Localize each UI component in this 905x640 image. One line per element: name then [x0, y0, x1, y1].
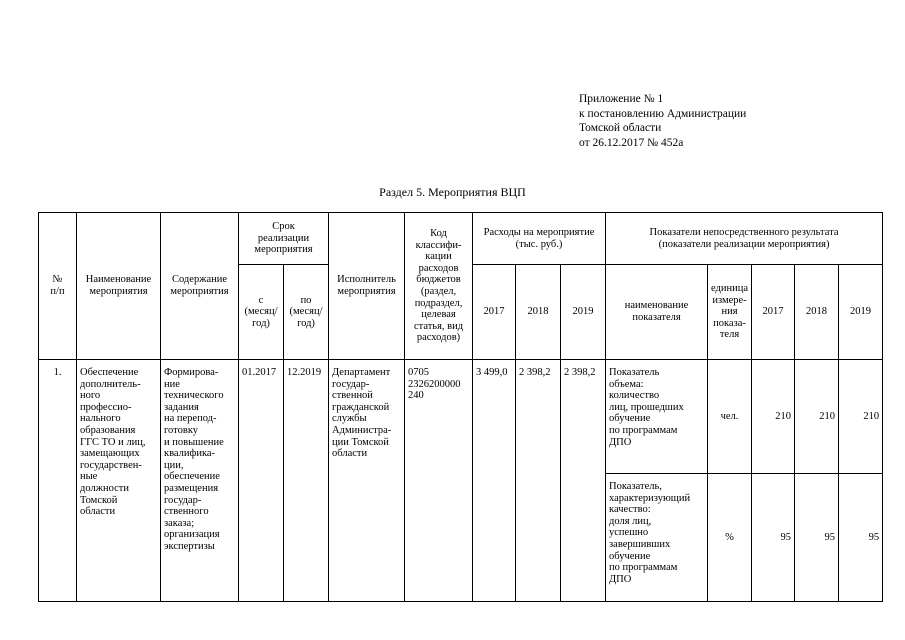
header-name: Наименование мероприятия [77, 213, 161, 360]
indicator-2019: 210 [839, 360, 883, 474]
approval-line: от 26.12.2017 № 452а [579, 136, 684, 149]
row-exp-2018: 2 398,2 [516, 360, 561, 602]
indicator-2017: 210 [752, 360, 795, 474]
header-ind-2018: 2018 [795, 265, 839, 360]
indicator-name: Показатель, характеризующий качество: доля лиц, успешно завершивших обучение по программам ДПО [606, 474, 708, 602]
header-executor: Исполнитель мероприятия [329, 213, 405, 360]
indicator-unit: чел. [708, 360, 752, 474]
header-term: Срок реализации мероприятия [239, 213, 329, 265]
activities-table [38, 212, 883, 602]
header-indicators: Показатели непосредственного результата (показатели реализации мероприятия) [606, 213, 883, 265]
row-exp-2017: 3 499,0 [473, 360, 516, 602]
indicator-2019: 95 [839, 474, 883, 602]
row-code: 0705 2326200000 240 [405, 360, 473, 602]
header-ind-2019: 2019 [839, 265, 883, 360]
row-exp-2019: 2 398,2 [561, 360, 606, 602]
row-term-to: 12.2019 [284, 360, 329, 602]
header-term-to: по (месяц/ год) [284, 265, 329, 360]
header-code: Код классифи- кации расходов бюджетов (раздел, подраздел, целевая статья, вид расходов) [405, 213, 473, 360]
row-term-from: 01.2017 [239, 360, 284, 602]
approval-line: Томской области [579, 122, 662, 134]
indicator-unit: % [708, 474, 752, 602]
header-ind-2017: 2017 [752, 265, 795, 360]
header-indicator-unit: единица измере- ния показа- теля [708, 265, 752, 360]
row-executor: Департамент государ- ственной гражданской службы Администра- ции Томской области [329, 360, 405, 602]
indicator-2018: 95 [795, 474, 839, 602]
header-exp-2018: 2018 [516, 265, 561, 360]
row-name: Обеспечение дополнитель- ного профессио- нального образования ГГС ТО и лиц, замещающих государствен- ные должности Томской области [77, 360, 161, 602]
header-exp-2017: 2017 [473, 265, 516, 360]
indicator-2017: 95 [752, 474, 795, 602]
header-term-from: с (месяц/ год) [239, 265, 284, 360]
approval-block [579, 92, 746, 150]
header-expenses: Расходы на мероприятие (тыс. руб.) [473, 213, 606, 265]
approval-line: Приложение № 1 [579, 93, 664, 105]
header-content: Содержание мероприятия [161, 213, 239, 360]
row-content: Формирова- ние технического задания на перепод- готовку и повышение квалифика- ции, обеспечение размещения государ- ственного заказа; организация экспертизы [161, 360, 239, 602]
header-exp-2019: 2019 [561, 265, 606, 360]
row-num: 1. [39, 360, 77, 602]
indicator-name: Показатель объема: количество лиц, прошедших обучение по программам ДПО [606, 360, 708, 474]
table-row [39, 360, 883, 474]
approval-line: к постановлению Администрации [579, 107, 747, 120]
header-indicator-name: наименование показателя [606, 265, 708, 360]
header-num: № п/п [39, 213, 77, 360]
indicator-2018: 210 [795, 360, 839, 474]
section-title: Раздел 5. Мероприятия ВЦП [379, 185, 526, 199]
